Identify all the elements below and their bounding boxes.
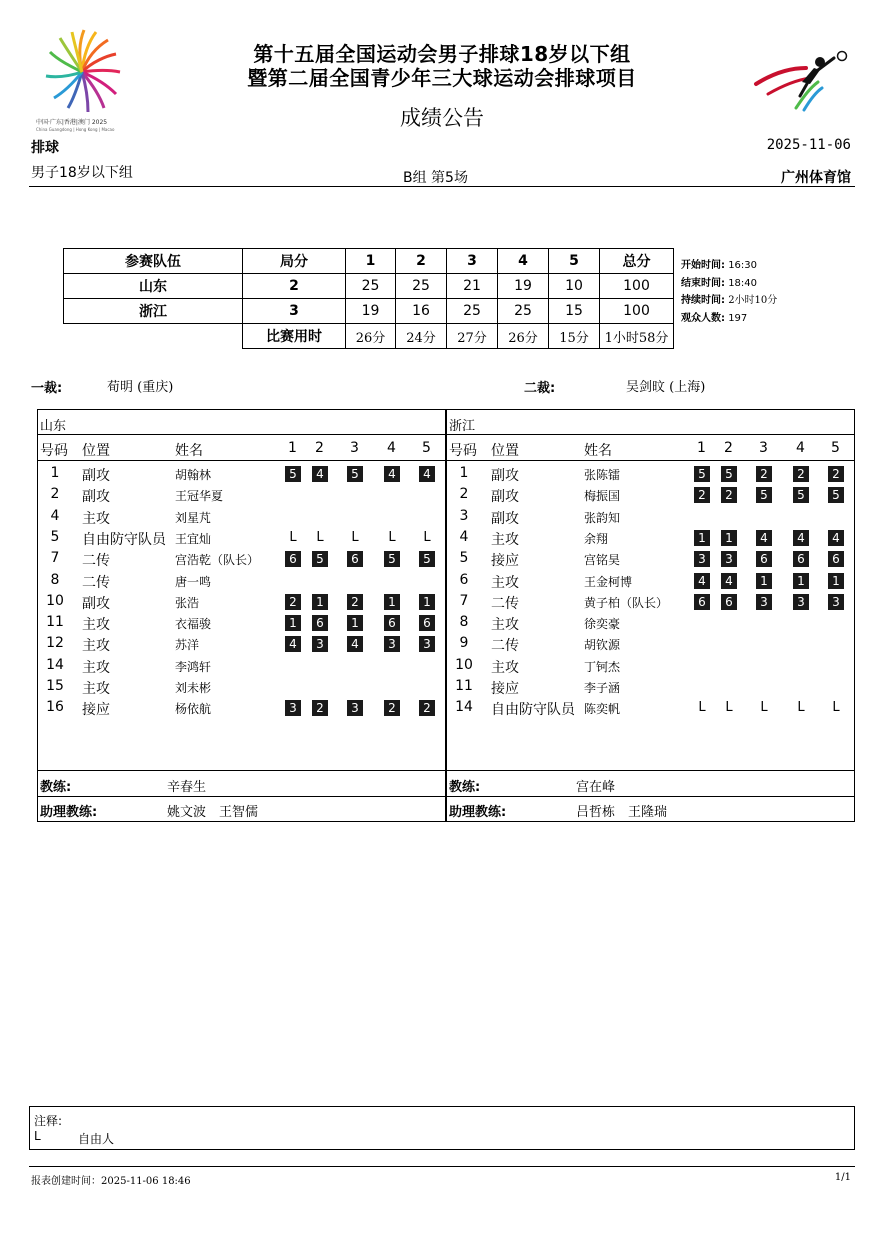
score-table: [63, 248, 674, 349]
row-divider: [38, 434, 445, 435]
player-number: 7: [459, 592, 469, 609]
player-position: 主攻: [82, 659, 110, 676]
set-duration: 26分: [498, 324, 549, 349]
player-row: [38, 697, 445, 718]
rotation-position: 1: [694, 530, 710, 546]
player-name: 胡翰林: [175, 468, 212, 482]
player-position: 主攻: [491, 617, 519, 634]
row-divider: [38, 770, 445, 771]
assistant-coach-label: 助理教练:: [40, 805, 98, 820]
player-name: 黄子柏（队长）: [584, 595, 669, 610]
total-duration: 1小时58分: [600, 324, 674, 349]
player-number: 7: [50, 550, 60, 567]
libero-marker: L: [725, 700, 733, 716]
player-row: [38, 548, 445, 569]
match-date: 2025-11-06: [766, 137, 851, 153]
player-name: 胡钦源: [584, 638, 621, 653]
rotation-position: 2: [793, 466, 809, 482]
blank-cell: [64, 324, 243, 349]
player-row: [447, 591, 854, 612]
player-position: 二传: [491, 595, 519, 612]
player-position: 接应: [491, 681, 519, 697]
player-name: 王宜灿: [175, 531, 212, 546]
player-row: [38, 527, 445, 548]
rotation-position: 3: [793, 594, 809, 610]
roster-panel-zhejiang: [446, 409, 855, 822]
second-referee: 吴剑旼 (上海): [626, 380, 706, 395]
player-row: [38, 676, 445, 697]
player-name: 张陈镭: [584, 468, 621, 482]
player-row: [447, 484, 854, 505]
player-name: 丁钶杰: [584, 659, 621, 674]
rotation-position: 1: [828, 573, 844, 589]
head-name: 姓名: [584, 443, 612, 459]
score-row-zhejiang: [64, 299, 674, 324]
score-row-shandong: [64, 274, 674, 299]
player-number: 11: [46, 614, 64, 631]
head-set-2: 2: [724, 440, 733, 456]
rotation-position: 5: [312, 551, 328, 567]
player-name: 刘星芃: [175, 510, 212, 525]
set-score: 16: [396, 299, 447, 324]
duration-row-info: [681, 292, 777, 310]
player-name: 杨依航: [175, 702, 212, 717]
rotation-position: 4: [285, 636, 301, 652]
head-pos: 位置: [82, 443, 110, 459]
rotation-position: 1: [347, 615, 363, 631]
player-name: 苏洋: [175, 638, 200, 653]
header-divider: [29, 186, 855, 187]
player-number: 8: [459, 614, 469, 631]
player-row: [447, 570, 854, 591]
set-score: 10: [549, 274, 600, 299]
head-team: 参赛队伍: [64, 249, 243, 274]
rotation-position: 3: [828, 594, 844, 610]
head-set-5: 5: [549, 249, 600, 274]
start-time-label: 开始时间:: [681, 260, 725, 271]
row-divider: [38, 460, 445, 461]
player-number: 8: [50, 571, 60, 588]
player-position: 自由防守队员: [82, 531, 166, 548]
rotation-position: 6: [384, 615, 400, 631]
rotation-position: 6: [419, 615, 435, 631]
player-row: [38, 612, 445, 633]
duration-label: 比赛用时: [243, 324, 346, 349]
attendance-row: [681, 310, 777, 328]
rotation-position: 4: [347, 636, 363, 652]
player-position: 二传: [82, 574, 110, 591]
set-duration: 26分: [346, 324, 396, 349]
report-title-line1: 第十五届全国运动会男子排球18岁以下组: [253, 42, 631, 66]
start-time-row: [681, 257, 777, 275]
total-points: 100: [600, 299, 674, 324]
player-number: 14: [455, 699, 473, 716]
set-score: 25: [396, 274, 447, 299]
rotation-position: 6: [828, 551, 844, 567]
rotation-position: 1: [384, 594, 400, 610]
head-set-3: 3: [447, 249, 498, 274]
rotation-position: 4: [694, 573, 710, 589]
rotation-position: 6: [694, 594, 710, 610]
player-row: [38, 506, 445, 527]
rotation-position: 5: [347, 466, 363, 482]
set-score: 21: [447, 274, 498, 299]
player-row: [447, 506, 854, 527]
total-match-duration: 2小时10分: [728, 295, 778, 306]
rotation-position: 2: [694, 487, 710, 503]
rotation-position: 1: [285, 615, 301, 631]
head-set-4: 4: [796, 440, 805, 456]
player-name: 李鸿轩: [175, 659, 212, 674]
player-number: 1: [50, 465, 60, 481]
row-divider: [447, 460, 854, 461]
player-position: 主攻: [82, 617, 110, 634]
rotation-position: 4: [419, 466, 435, 482]
player-row: [38, 633, 445, 654]
set-score: 25: [447, 299, 498, 324]
head-no: 号码: [40, 443, 68, 459]
player-name: 张韵知: [584, 510, 621, 525]
set-score: 25: [498, 299, 549, 324]
rotation-position: 2: [347, 594, 363, 610]
player-position: 主攻: [491, 531, 519, 548]
duration-row: [64, 324, 674, 349]
set-score: 25: [346, 274, 396, 299]
libero-marker: L: [423, 529, 431, 545]
head-set-2: 2: [396, 249, 447, 274]
player-position: 接应: [82, 702, 110, 719]
player-row: [447, 633, 854, 654]
match-info: [681, 257, 777, 327]
footer-divider: [29, 1166, 855, 1167]
first-referee: 荀明 (重庆): [107, 380, 174, 395]
set-duration: 24分: [396, 324, 447, 349]
notes-title: 注释:: [34, 1114, 63, 1128]
player-name: 陈奕帆: [584, 702, 621, 717]
notes-box: [29, 1106, 855, 1150]
end-time: 18:40: [728, 277, 758, 289]
rotation-position: 5: [419, 551, 435, 567]
player-name: 王冠华夏: [175, 489, 224, 504]
match-label: B组 第5场: [403, 170, 468, 186]
logo-caption-en: China Guangdong | Hong Kong | Macao: [36, 127, 115, 132]
head-set-4: 4: [387, 440, 396, 456]
coach-name: 辛春生: [167, 780, 207, 795]
player-row: [38, 570, 445, 591]
start-time: 16:30: [728, 260, 758, 271]
rotation-position: 2: [285, 594, 301, 610]
libero-marker: L: [289, 529, 297, 545]
roster-panel-shandong: [37, 409, 446, 822]
player-number: 12: [46, 635, 64, 652]
rotation-position: 3: [312, 636, 328, 652]
rotation-position: 1: [312, 594, 328, 610]
head-set-3: 3: [350, 440, 359, 456]
player-number: 5: [459, 550, 469, 567]
rotation-position: 2: [384, 700, 400, 716]
attendance: 197: [728, 312, 748, 324]
set-score: 19: [498, 274, 549, 299]
attendance-label: 观众人数:: [681, 312, 725, 324]
player-number: 16: [46, 699, 64, 716]
row-divider: [447, 770, 854, 771]
venue-label: 广州体育馆: [781, 170, 851, 186]
rotation-position: 2: [312, 700, 328, 716]
player-number: 4: [50, 507, 60, 524]
rotation-position: 5: [756, 487, 772, 503]
player-row: [447, 697, 854, 718]
rotation-position: 6: [312, 615, 328, 631]
row-divider: [447, 796, 854, 797]
player-number: 4: [459, 528, 469, 545]
rotation-position: 3: [721, 551, 737, 567]
head-total: 总分: [600, 249, 674, 274]
head-sets: 局分: [243, 249, 346, 274]
team-name: 浙江: [64, 299, 243, 324]
rotation-position: 3: [285, 700, 301, 716]
player-row: [447, 463, 854, 484]
libero-marker: L: [760, 700, 768, 716]
first-referee-label: 一裁:: [31, 381, 63, 396]
rotation-position: 2: [828, 466, 844, 482]
set-score: 15: [549, 299, 600, 324]
player-position: 副攻: [491, 510, 519, 527]
head-set-1: 1: [346, 249, 396, 274]
player-name: 宫铭昊: [584, 553, 621, 568]
rotation-position: 1: [721, 530, 737, 546]
player-row: [447, 527, 854, 548]
end-time-label: 结束时间:: [681, 277, 725, 289]
team-title: 浙江: [449, 419, 476, 434]
head-pos: 位置: [491, 443, 519, 459]
player-number: 6: [459, 571, 469, 588]
rotation-position: 5: [384, 551, 400, 567]
libero-marker: L: [797, 700, 805, 716]
set-score: 19: [346, 299, 396, 324]
rotation-position: 6: [793, 551, 809, 567]
rotation-position: 6: [285, 551, 301, 567]
player-position: 副攻: [82, 489, 110, 506]
rotation-position: 5: [721, 466, 737, 482]
team-name: 山东: [64, 274, 243, 299]
head-set-1: 1: [697, 440, 706, 456]
player-row: [447, 548, 854, 569]
rotation-position: 6: [347, 551, 363, 567]
set-duration: 27分: [447, 324, 498, 349]
score-header-row: [64, 249, 674, 274]
player-number: 15: [46, 678, 64, 694]
rotation-position: 1: [756, 573, 772, 589]
rotation-position: 6: [756, 551, 772, 567]
player-position: 主攻: [82, 638, 110, 655]
player-position: 副攻: [491, 468, 519, 484]
notes-key: L: [34, 1129, 41, 1143]
rotation-position: 4: [828, 530, 844, 546]
logo-caption: 中国·广东|香港|澳门 2025: [36, 119, 108, 126]
player-row: [447, 612, 854, 633]
rotation-position: 2: [419, 700, 435, 716]
player-name: 唐一鸣: [175, 574, 212, 589]
player-position: 主攻: [82, 510, 110, 527]
player-name: 余翔: [584, 531, 609, 546]
rotation-position: 4: [721, 573, 737, 589]
rotation-position: 5: [285, 466, 301, 482]
player-number: 3: [459, 507, 469, 524]
player-name: 张浩: [175, 595, 200, 610]
player-position: 二传: [491, 638, 519, 655]
player-position: 主攻: [491, 574, 519, 591]
player-name: 梅振国: [584, 489, 621, 504]
rotation-position: 2: [721, 487, 737, 503]
rotation-position: 4: [756, 530, 772, 546]
rotation-position: 4: [384, 466, 400, 482]
player-number: 11: [455, 678, 473, 694]
player-number: 10: [46, 592, 64, 609]
rotation-position: 4: [312, 466, 328, 482]
second-referee-label: 二裁:: [524, 381, 556, 396]
player-position: 接应: [491, 553, 519, 570]
head-set-1: 1: [288, 440, 297, 456]
rotation-position: 5: [793, 487, 809, 503]
player-position: 副攻: [82, 595, 110, 612]
assistant-coach-names: 姚文波 王智儒: [167, 805, 259, 820]
player-name: 刘未彬: [175, 681, 212, 695]
rotation-position: 3: [347, 700, 363, 716]
player-name: 宫浩乾（队长）: [175, 553, 260, 568]
player-number: 2: [459, 486, 469, 503]
assistant-coach-label: 助理教练:: [449, 805, 507, 820]
rotation-position: 6: [721, 594, 737, 610]
player-position: 主攻: [491, 659, 519, 676]
rotation-position: 3: [756, 594, 772, 610]
notes-value: 自由人: [78, 1132, 115, 1146]
player-position: 主攻: [82, 681, 110, 697]
end-time-row: [681, 275, 777, 293]
player-position: 副攻: [82, 468, 110, 484]
player-row: [447, 676, 854, 697]
rotation-position: 3: [419, 636, 435, 652]
age-group-label: 男子18岁以下组: [31, 165, 133, 181]
sets-won: 2: [243, 274, 346, 299]
sets-won: 3: [243, 299, 346, 324]
rotation-position: 2: [756, 466, 772, 482]
rotation-position: 5: [694, 466, 710, 482]
libero-marker: L: [832, 700, 840, 716]
head-set-5: 5: [422, 440, 431, 456]
rotation-position: 5: [828, 487, 844, 503]
player-row: [38, 463, 445, 484]
rotation-position: 1: [419, 594, 435, 610]
player-number: 1: [459, 465, 469, 481]
libero-marker: L: [698, 700, 706, 716]
sport-label: 排球: [31, 140, 59, 156]
libero-marker: L: [388, 529, 396, 545]
rotation-position: 3: [694, 551, 710, 567]
player-number: 5: [50, 528, 60, 545]
team-title: 山东: [40, 419, 67, 434]
coach-name: 宫在峰: [576, 780, 616, 795]
head-set-4: 4: [498, 249, 549, 274]
head-set-3: 3: [759, 440, 768, 456]
player-number: 2: [50, 486, 60, 503]
player-number: 10: [455, 656, 473, 673]
player-position: 副攻: [491, 489, 519, 506]
player-number: 9: [459, 635, 469, 652]
report-subtitle: 成绩公告: [400, 106, 484, 130]
player-name: 衣福骏: [175, 617, 212, 632]
player-row: [447, 655, 854, 676]
row-divider: [38, 796, 445, 797]
rotation-position: 4: [793, 530, 809, 546]
coach-label: 教练:: [40, 780, 72, 795]
head-set-2: 2: [315, 440, 324, 456]
player-row: [38, 591, 445, 612]
player-position: 二传: [82, 553, 110, 570]
head-set-5: 5: [831, 440, 840, 456]
report-title-line2: 暨第二届全国青少年三大球运动会排球项目: [247, 66, 637, 90]
player-name: 徐奕豪: [584, 617, 621, 632]
player-number: 14: [46, 656, 64, 673]
rotation-position: 1: [793, 573, 809, 589]
assistant-coach-names: 吕哲栋 王隆瑞: [576, 805, 668, 820]
player-name: 王金柯博: [584, 574, 633, 589]
coach-label: 教练:: [449, 780, 481, 795]
player-name: 李子涵: [584, 681, 621, 695]
player-position: 自由防守队员: [491, 702, 575, 719]
libero-marker: L: [351, 529, 359, 545]
head-no: 号码: [449, 443, 477, 459]
rotation-position: 3: [384, 636, 400, 652]
duration-label-info: 持续时间:: [681, 295, 725, 306]
head-name: 姓名: [175, 443, 203, 459]
report-created-time: 报表创建时间：2025-11-06 18:46: [31, 1176, 191, 1187]
player-row: [38, 484, 445, 505]
row-divider: [447, 434, 854, 435]
player-row: [38, 655, 445, 676]
total-points: 100: [600, 274, 674, 299]
libero-marker: L: [316, 529, 324, 545]
set-duration: 15分: [549, 324, 600, 349]
page-number: 1/1: [834, 1172, 851, 1183]
